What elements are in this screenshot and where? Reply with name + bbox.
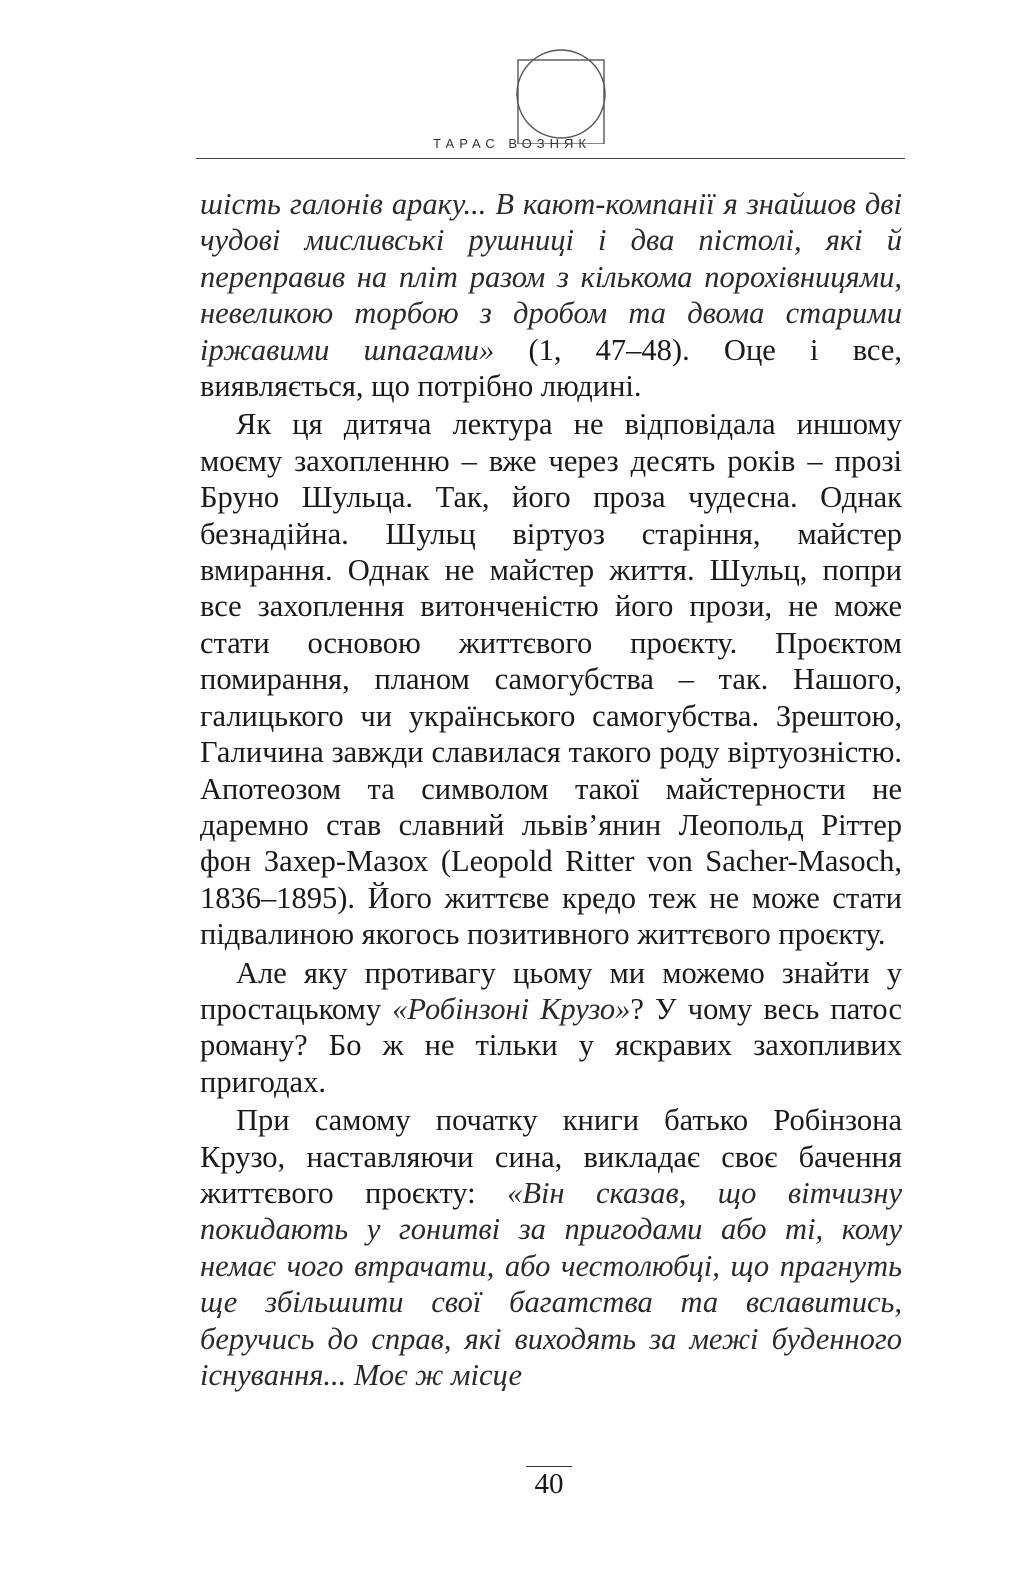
body-text [200, 186, 902, 1393]
quotation: шість галонів араку... В кают-компанії я знайшов дві чудові мисливські рушниці і два пістолі, які й переправив на пліт разом з кількома порохівницями, невеликою торбою з дробом та двома старими іржавими шпагами» [200, 187, 902, 367]
paragraph-3 [200, 955, 902, 1101]
paragraph-4 [200, 1102, 902, 1393]
paragraph-text: ? У чому весь патос роману? Бо ж не тільки у яскравих захопливих пригодах. [200, 991, 902, 1099]
paragraph-text: При самому початку книги батько Робінзона Крузо, наставляючи сина, викладає своє бачення життєвого проєкту: [200, 1103, 902, 1210]
book-title: «Робінзоні Крузо» [392, 991, 631, 1026]
quotation: «Він сказав, що вітчизну покидають у гонитві за пригодами або ті, кому немає чого втрачати, або честолюбці, що прагнуть ще збільшити свої багатства та вславитись, беручись до справ, які виходять за межі буденного існування... Моє ж місце [200, 1175, 902, 1392]
paragraph-text: (1, 47–48). Оце і все, виявляється, що потрібно людині. [200, 332, 902, 404]
page-number: 40 [534, 1468, 564, 1500]
running-head: ТАРАС ВОЗНЯК [433, 136, 591, 151]
paragraph-2: Як ця дитяча лектура не відповідала иншому моєму захопленню – вже через десять років – прозі Бруно Шульца. Так, його проза чудесна. Однак безнадійна. Шульц віртуоз старіння, майстер вмирання. Однак не майстер життя. Шульц, попри все захоплення витонченістю його прози, не може стати основою життєвого проєкту. Проєктом помирання, планом самогубства – так. Нашого, галицького чи українського самогубства. Зрештою, Галичина завжди славилася такого роду віртуозністю. Апотеозом та символом такої майстерности не даремно став славний львів’янин Леопольд Ріттер фон Захер-Мазох (Leopold Ritter von Sacher-Masoch, 1836–1895). Його життєве кредо теж не може стати підвалиною якогось позитивного життєвого проєкту. [200, 407, 902, 952]
circle-square-emblem-icon [511, 44, 611, 144]
paragraph-1 [200, 186, 902, 404]
header-rule [196, 158, 905, 159]
paragraph-text: Але яку противагу цьому ми можемо знайти у простацькому [200, 955, 902, 1026]
